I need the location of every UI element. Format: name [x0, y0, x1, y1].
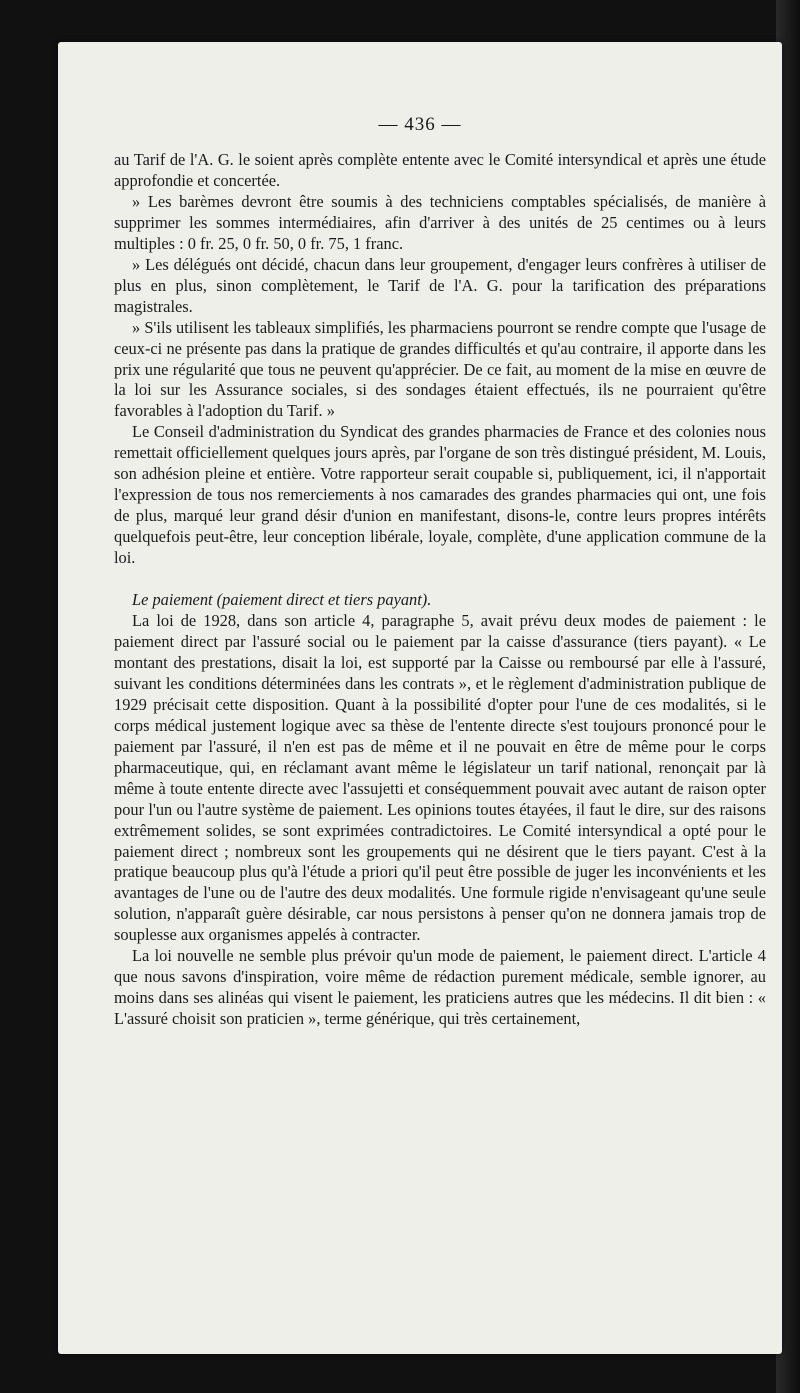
paragraph-6: La loi de 1928, dans son article 4, paragraphe 5, avait prévu deux modes de paiement : le paiement direct par l'assuré social ou le paiement par la caisse d'assurance (tiers payant). « Le montant des prestations, disait la loi, est supporté par la Caisse ou remboursé par elle à l'assuré, suivant les conditions déterminées dans les contrats », et le règlement d'administration publique de 1929 précisait cette disposition. Quant à la possibilité d'opter pour l'une de ces modalités, si le corps médical justement logique avec sa thèse de l'entente directe s'est toujours prononcé pour le paiement par l'assuré, il n'en est pas de même et il ne pouvait en être de même pour le corps pharmaceutique, qui, en réclamant avant même le législateur un tarif national, renonçait par là même à toute entente directe avec l'assujetti et conséquemment pouvait avec autant de raison opter pour l'un ou l'autre système de paiement. Les opinions toutes étayées, il faut le dire, sur des raisons extrêmement solides, se sont exprimées contradictoires. Le Comité intersyndical a opté pour le paiement direct ; nombreux sont les groupements qui ne désirent que le tiers payant. C'est à la pratique beaucoup plus qu'à l'étude a priori qu'il peut être possible de juger les inconvénients et les avantages de l'une ou de l'autre des deux modalités. Une formule rigide n'envisageant qu'une seule solution, n'apparaît guère désirable, car nous persistons à penser qu'on ne donnera jamais trop de souplesse aux organismes appelés à contracter.	[114, 611, 766, 945]
body-text	[114, 150, 766, 1030]
section-heading: Le paiement (paiement direct et tiers payant).	[132, 590, 432, 610]
paragraph-3: » Les délégués ont décidé, chacun dans leur groupement, d'engager leurs confrères à utiliser de plus en plus, sinon complètement, le Tarif de l'A. G. pour la tarification des préparations magistrales.	[114, 254, 766, 316]
paragraph-5: Le Conseil d'administration du Syndicat des grandes pharmacies de France et des colonies nous remettait officiellement quelques jours après, par l'organe de son très distingué président, M. Louis, son adhésion pleine et entière. Votre rapporteur serait coupable si, publiquement, ici, il n'apportait l'expression de tous nos remerciements à nos camarades des grandes pharmacies qui ont, une fois de plus, marqué leur grand désir d'union en manifestant, disons-le, contre leurs propres intérêts quelquefois peut-être, leur conception libérale, loyale, complète, d'une application commune de la loi.	[114, 422, 766, 568]
page-number: — 436 —	[378, 114, 462, 135]
paragraph-4: » S'ils utilisent les tableaux simplifiés, les pharmaciens pourront se rendre compte que l'usage de ceux-ci ne présente pas dans la pratique de grandes difficultés et qu'au contraire, il apporte dans les prix une régularité que tous ne peuvent qu'apprécier. De ce fait, au moment de la mise en œuvre de la loi sur les Assurance sociales, si des sondages étaient effectués, ils ne pourraient qu'être favorables à l'adoption du Tarif. »	[114, 317, 766, 421]
paragraph-1: au Tarif de l'A. G. le soient après complète entente avec le Comité intersyndical et après une étude approfondie et concertée.	[114, 150, 766, 190]
paragraph-2: » Les barèmes devront être soumis à des techniciens comptables spécialisés, de manière à supprimer les sommes intermédiaires, afin d'arriver à des unités de 25 centimes ou à leurs multiples : 0 fr. 25, 0 fr. 50, 0 fr. 75, 1 franc.	[114, 191, 766, 253]
paragraph-7: La loi nouvelle ne semble plus prévoir qu'un mode de paiement, le paiement direct. L'article 4 que nous savons d'inspiration, voire même de rédaction purement médicale, semble ignorer, au moins dans ses alinéas qui visent le paiement, les praticiens autres que les médecins. Il dit bien : « L'assuré choisit son praticien », terme générique, qui très certainement,	[114, 946, 766, 1029]
